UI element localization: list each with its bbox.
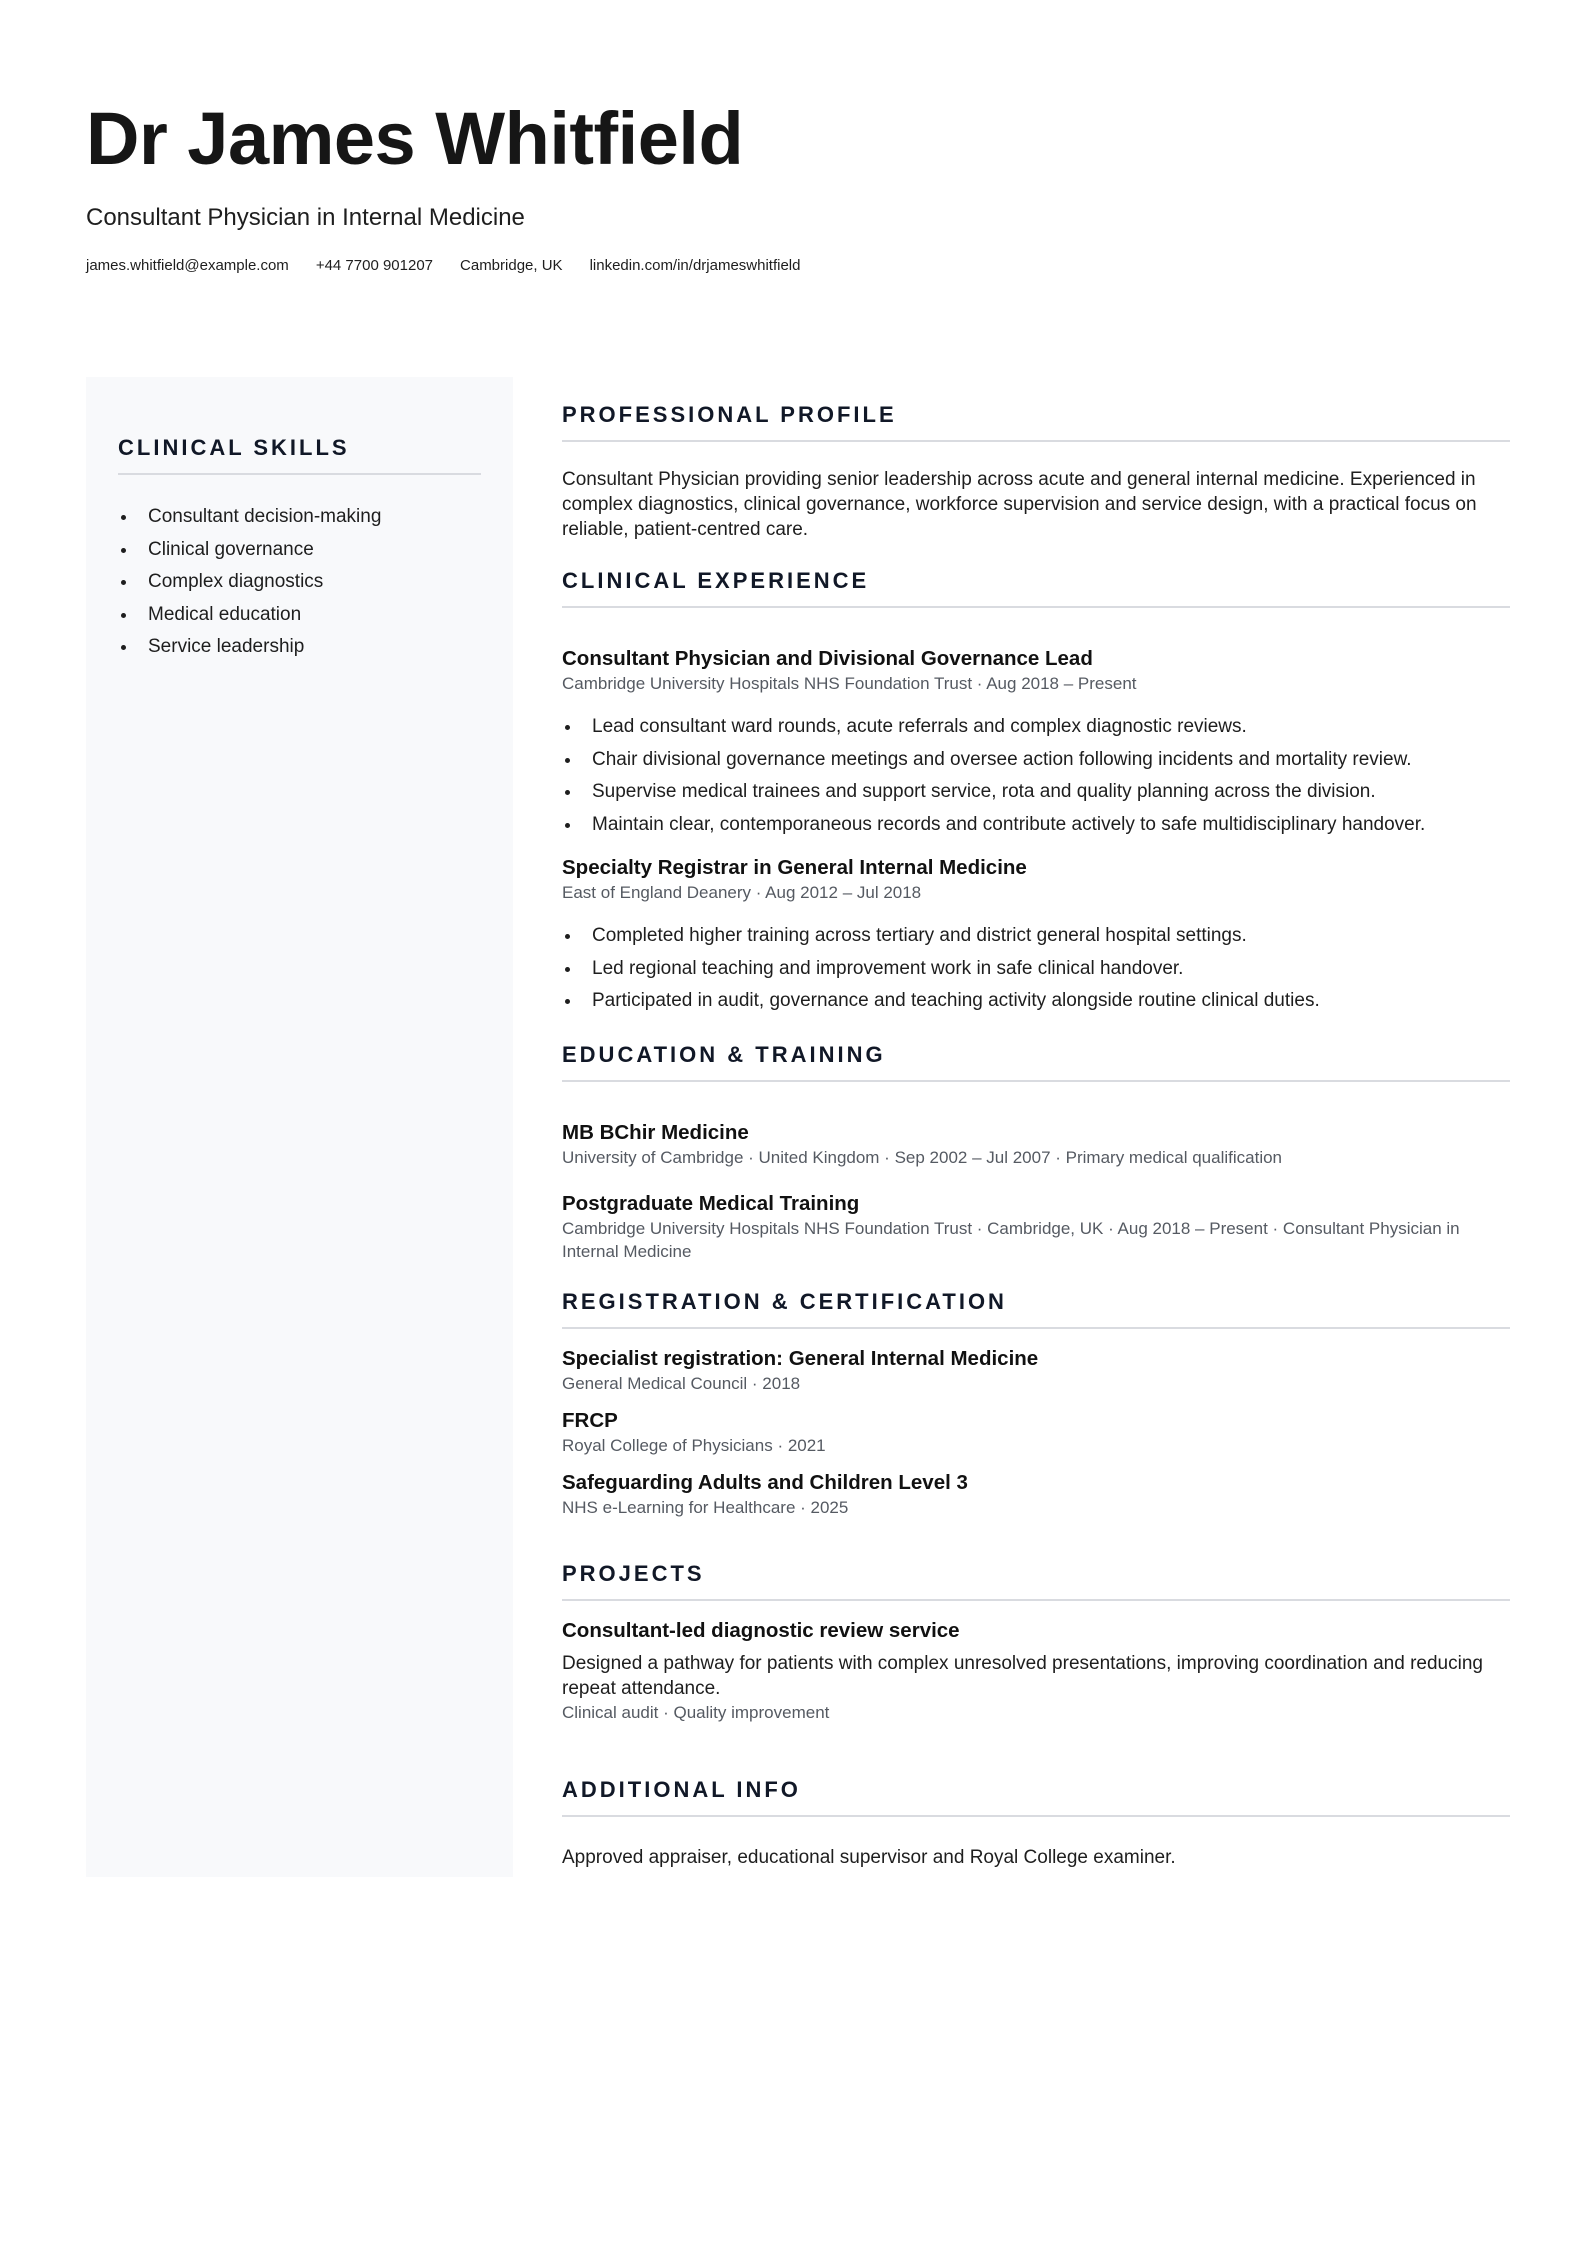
profile-divider <box>562 440 1510 442</box>
certification-meta: General Medical Council · 2018 <box>562 1373 801 1393</box>
projects-heading: PROJECTS <box>562 1560 705 1586</box>
job-bullet: Participated in audit, governance and teaching activity alongside routine clinical duties. <box>562 985 1510 1018</box>
profile-text: Consultant Physician providing senior leadership across acute and general internal medicine. Experienced in complex diagnostics, clinical governance, workforce supervision and service design, with a practical focus on reliable, patient-centred care. <box>562 469 1477 540</box>
education-meta: University of Cambridge · United Kingdom · Sep 2002 – Jul 2007 · Primary medical qualification <box>562 1147 1283 1167</box>
certification-name: FRCP <box>562 1408 618 1432</box>
registration-heading: REGISTRATION & CERTIFICATION <box>562 1288 1007 1314</box>
experience-heading: CLINICAL EXPERIENCE <box>562 568 870 593</box>
education-entry <box>562 1191 1510 1263</box>
job-bullet: Supervise medical trainees and support service, rota and quality planning across the division. <box>562 776 1510 809</box>
project-description: Designed a pathway for patients with complex unresolved presentations, improving coordination and reducing repeat attendance. <box>562 1652 1483 1699</box>
job-meta: East of England Deanery · Aug 2012 – Jul 2018 <box>562 883 922 902</box>
skill-item: Medical education <box>118 599 481 632</box>
education-name: MB BChir Medicine <box>562 1120 749 1144</box>
certification-entry <box>562 1470 1510 1519</box>
certification-entry <box>562 1408 1510 1457</box>
certification-meta: NHS e-Learning for Healthcare · 2025 <box>562 1497 849 1517</box>
contact-email: james.whitfield@example.com <box>86 257 289 274</box>
main-column <box>562 400 1510 1870</box>
candidate-headline: Consultant Physician in Internal Medicine <box>86 204 525 231</box>
job-bullet: Lead consultant ward rounds, acute referrals and complex diagnostic reviews. <box>562 711 1510 744</box>
profile-heading: PROFESSIONAL PROFILE <box>562 402 897 427</box>
certification-entry <box>562 1346 1510 1395</box>
job-entry <box>562 855 1510 1018</box>
education-entry <box>562 1120 1510 1169</box>
additional-heading: ADDITIONAL INFO <box>562 1776 801 1802</box>
job-bullet: Led regional teaching and improvement work in safe clinical handover. <box>562 953 1510 986</box>
skills-divider <box>118 473 481 475</box>
job-bullets <box>562 920 1510 1018</box>
contact-phone: +44 7700 901207 <box>315 257 434 274</box>
skills-list <box>118 501 481 664</box>
resume-header <box>86 96 1506 276</box>
additional-text: Approved appraiser, educational supervisor and Royal College examiner. <box>562 1846 1176 1868</box>
education-meta: Cambridge University Hospitals NHS Foundation Trust · Cambridge, UK · Aug 2018 – Present · Consultant Physician in Internal Medicine <box>562 1218 1460 1261</box>
job-bullets <box>562 711 1510 841</box>
registration-divider <box>562 1327 1510 1329</box>
contact-line <box>86 256 1506 276</box>
additional-divider <box>562 1815 1510 1817</box>
projects-divider <box>562 1599 1510 1601</box>
job-bullet: Completed higher training across tertiary and district general hospital settings. <box>562 920 1510 953</box>
experience-section <box>562 566 1510 1018</box>
job-title: Specialty Registrar in General Internal Medicine <box>562 856 1027 879</box>
job-meta: Cambridge University Hospitals NHS Foundation Trust · Aug 2018 – Present <box>562 674 1137 693</box>
job-entry <box>562 646 1510 841</box>
profile-section <box>562 400 1510 542</box>
contact-linkedin: linkedin.com/in/drjameswhitfield <box>589 257 801 274</box>
education-divider <box>562 1080 1510 1082</box>
job-bullet: Chair divisional governance meetings and oversee action following incidents and mortality review. <box>562 744 1510 777</box>
skill-item: Complex diagnostics <box>118 566 481 599</box>
project-tags: Clinical audit · Quality improvement <box>562 1702 830 1722</box>
project-entry <box>562 1618 1510 1724</box>
education-heading: EDUCATION & TRAINING <box>562 1041 886 1067</box>
candidate-name: Dr James Whitfield <box>86 97 744 180</box>
education-name: Postgraduate Medical Training <box>562 1191 860 1215</box>
skills-sidebar <box>86 377 513 1877</box>
registration-section <box>562 1287 1510 1519</box>
projects-section <box>562 1559 1510 1724</box>
contact-location: Cambridge, UK <box>460 257 563 274</box>
education-section <box>562 1040 1510 1263</box>
project-name: Consultant-led diagnostic review service <box>562 1618 960 1642</box>
skill-item: Consultant decision-making <box>118 501 481 534</box>
skills-heading: CLINICAL SKILLS <box>118 435 350 460</box>
certification-name: Specialist registration: General Internal Medicine <box>562 1346 1039 1370</box>
job-bullet: Maintain clear, contemporaneous records and contribute actively to safe multidisciplinary handover. <box>562 809 1510 842</box>
skill-item: Clinical governance <box>118 534 481 567</box>
experience-divider <box>562 606 1510 608</box>
additional-section <box>562 1775 1510 1870</box>
certification-meta: Royal College of Physicians · 2021 <box>562 1435 826 1455</box>
certification-name: Safeguarding Adults and Children Level 3 <box>562 1470 968 1494</box>
job-title: Consultant Physician and Divisional Governance Lead <box>562 647 1093 670</box>
skill-item: Service leadership <box>118 631 481 664</box>
